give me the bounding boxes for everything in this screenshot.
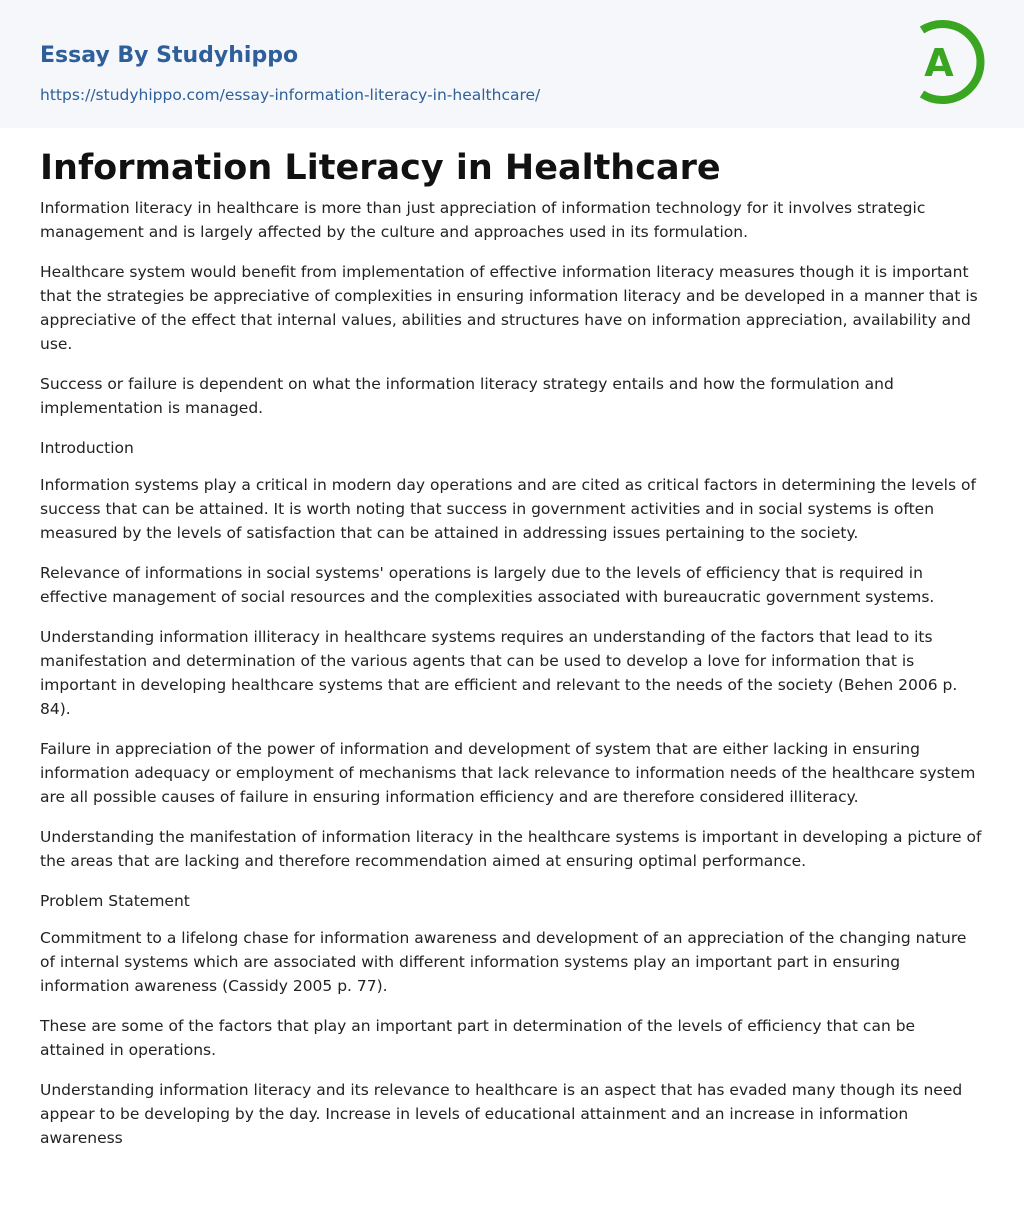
paragraph: These are some of the factors that play an important part in determination of the levels of efficiency that can be attained in operations.: [40, 1017, 916, 1059]
site-brand[interactable]: Essay By Studyhippo: [40, 43, 299, 68]
site-header: [0, 0, 1024, 128]
paragraph: Understanding information illiteracy in healthcare systems requires an understanding of the factors that lead to its manifestation and determination of the various agents that can be used to develop a love for information that is important in developing healthcare systems that are efficient and relevant to the needs of the society (Behen 2006 p. 84).: [40, 628, 958, 718]
paragraph: Failure in appreciation of the power of information and development of system that are either lacking in ensuring information adequacy or employment of mechanisms that lack relevance to information needs of the healthcare system are all possible causes of failure in ensuring information efficiency and are therefore considered illiteracy.: [40, 740, 976, 806]
article: [40, 144, 984, 1166]
paragraph: Understanding the manifestation of information literacy in the healthcare systems is important in developing a picture of the areas that are lacking and therefore recommendation aimed at ensuring optimal performance.: [40, 828, 982, 870]
studyhippo-logo-icon[interactable]: [904, 18, 988, 106]
section-heading-problem-statement: Problem Statement: [40, 892, 190, 910]
section-heading-introduction: Introduction: [40, 439, 134, 457]
paragraph: Relevance of informations in social systems' operations is largely due to the levels of efficiency that is required in effective management of social resources and the complexities associated with bureaucratic government systems.: [40, 564, 935, 606]
logo-letter: A: [924, 41, 954, 85]
paragraph: Healthcare system would benefit from implementation of effective information literacy measures though it is important that the strategies be appreciative of complexities in ensuring information literacy and be developed in a manner that is appreciative of the effect that internal values, abilities and structures have on information appreciation, availability and use.: [40, 263, 978, 353]
paragraph: Information literacy in healthcare is more than just appreciation of information technology for it involves strategic management and is largely affected by the culture and approaches used in its formulation.: [40, 199, 926, 241]
paragraph: Understanding information literacy and its relevance to healthcare is an aspect that has evaded many though its need appear to be developing by the day. Increase in levels of educational attainment and an increase in information awareness: [40, 1081, 963, 1147]
paragraph: Information systems play a critical in modern day operations and are cited as critical factors in determining the levels of success that can be attained. It is worth noting that success in government activities and in social systems is often measured by the levels of satisfaction that can be attained in addressing issues pertaining to the society.: [40, 476, 976, 542]
page-title: Information Literacy in Healthcare: [40, 148, 721, 188]
paragraph: Success or failure is dependent on what the information literacy strategy entails and how the formulation and implementation is managed.: [40, 375, 894, 417]
paragraph: Commitment to a lifelong chase for information awareness and development of an appreciation of the changing nature of internal systems which are associated with different information systems play an important part in ensuring information awareness (Cassidy 2005 p. 77).: [40, 929, 967, 995]
essay-url-link[interactable]: https://studyhippo.com/essay-information-literacy-in-healthcare/: [40, 86, 541, 104]
